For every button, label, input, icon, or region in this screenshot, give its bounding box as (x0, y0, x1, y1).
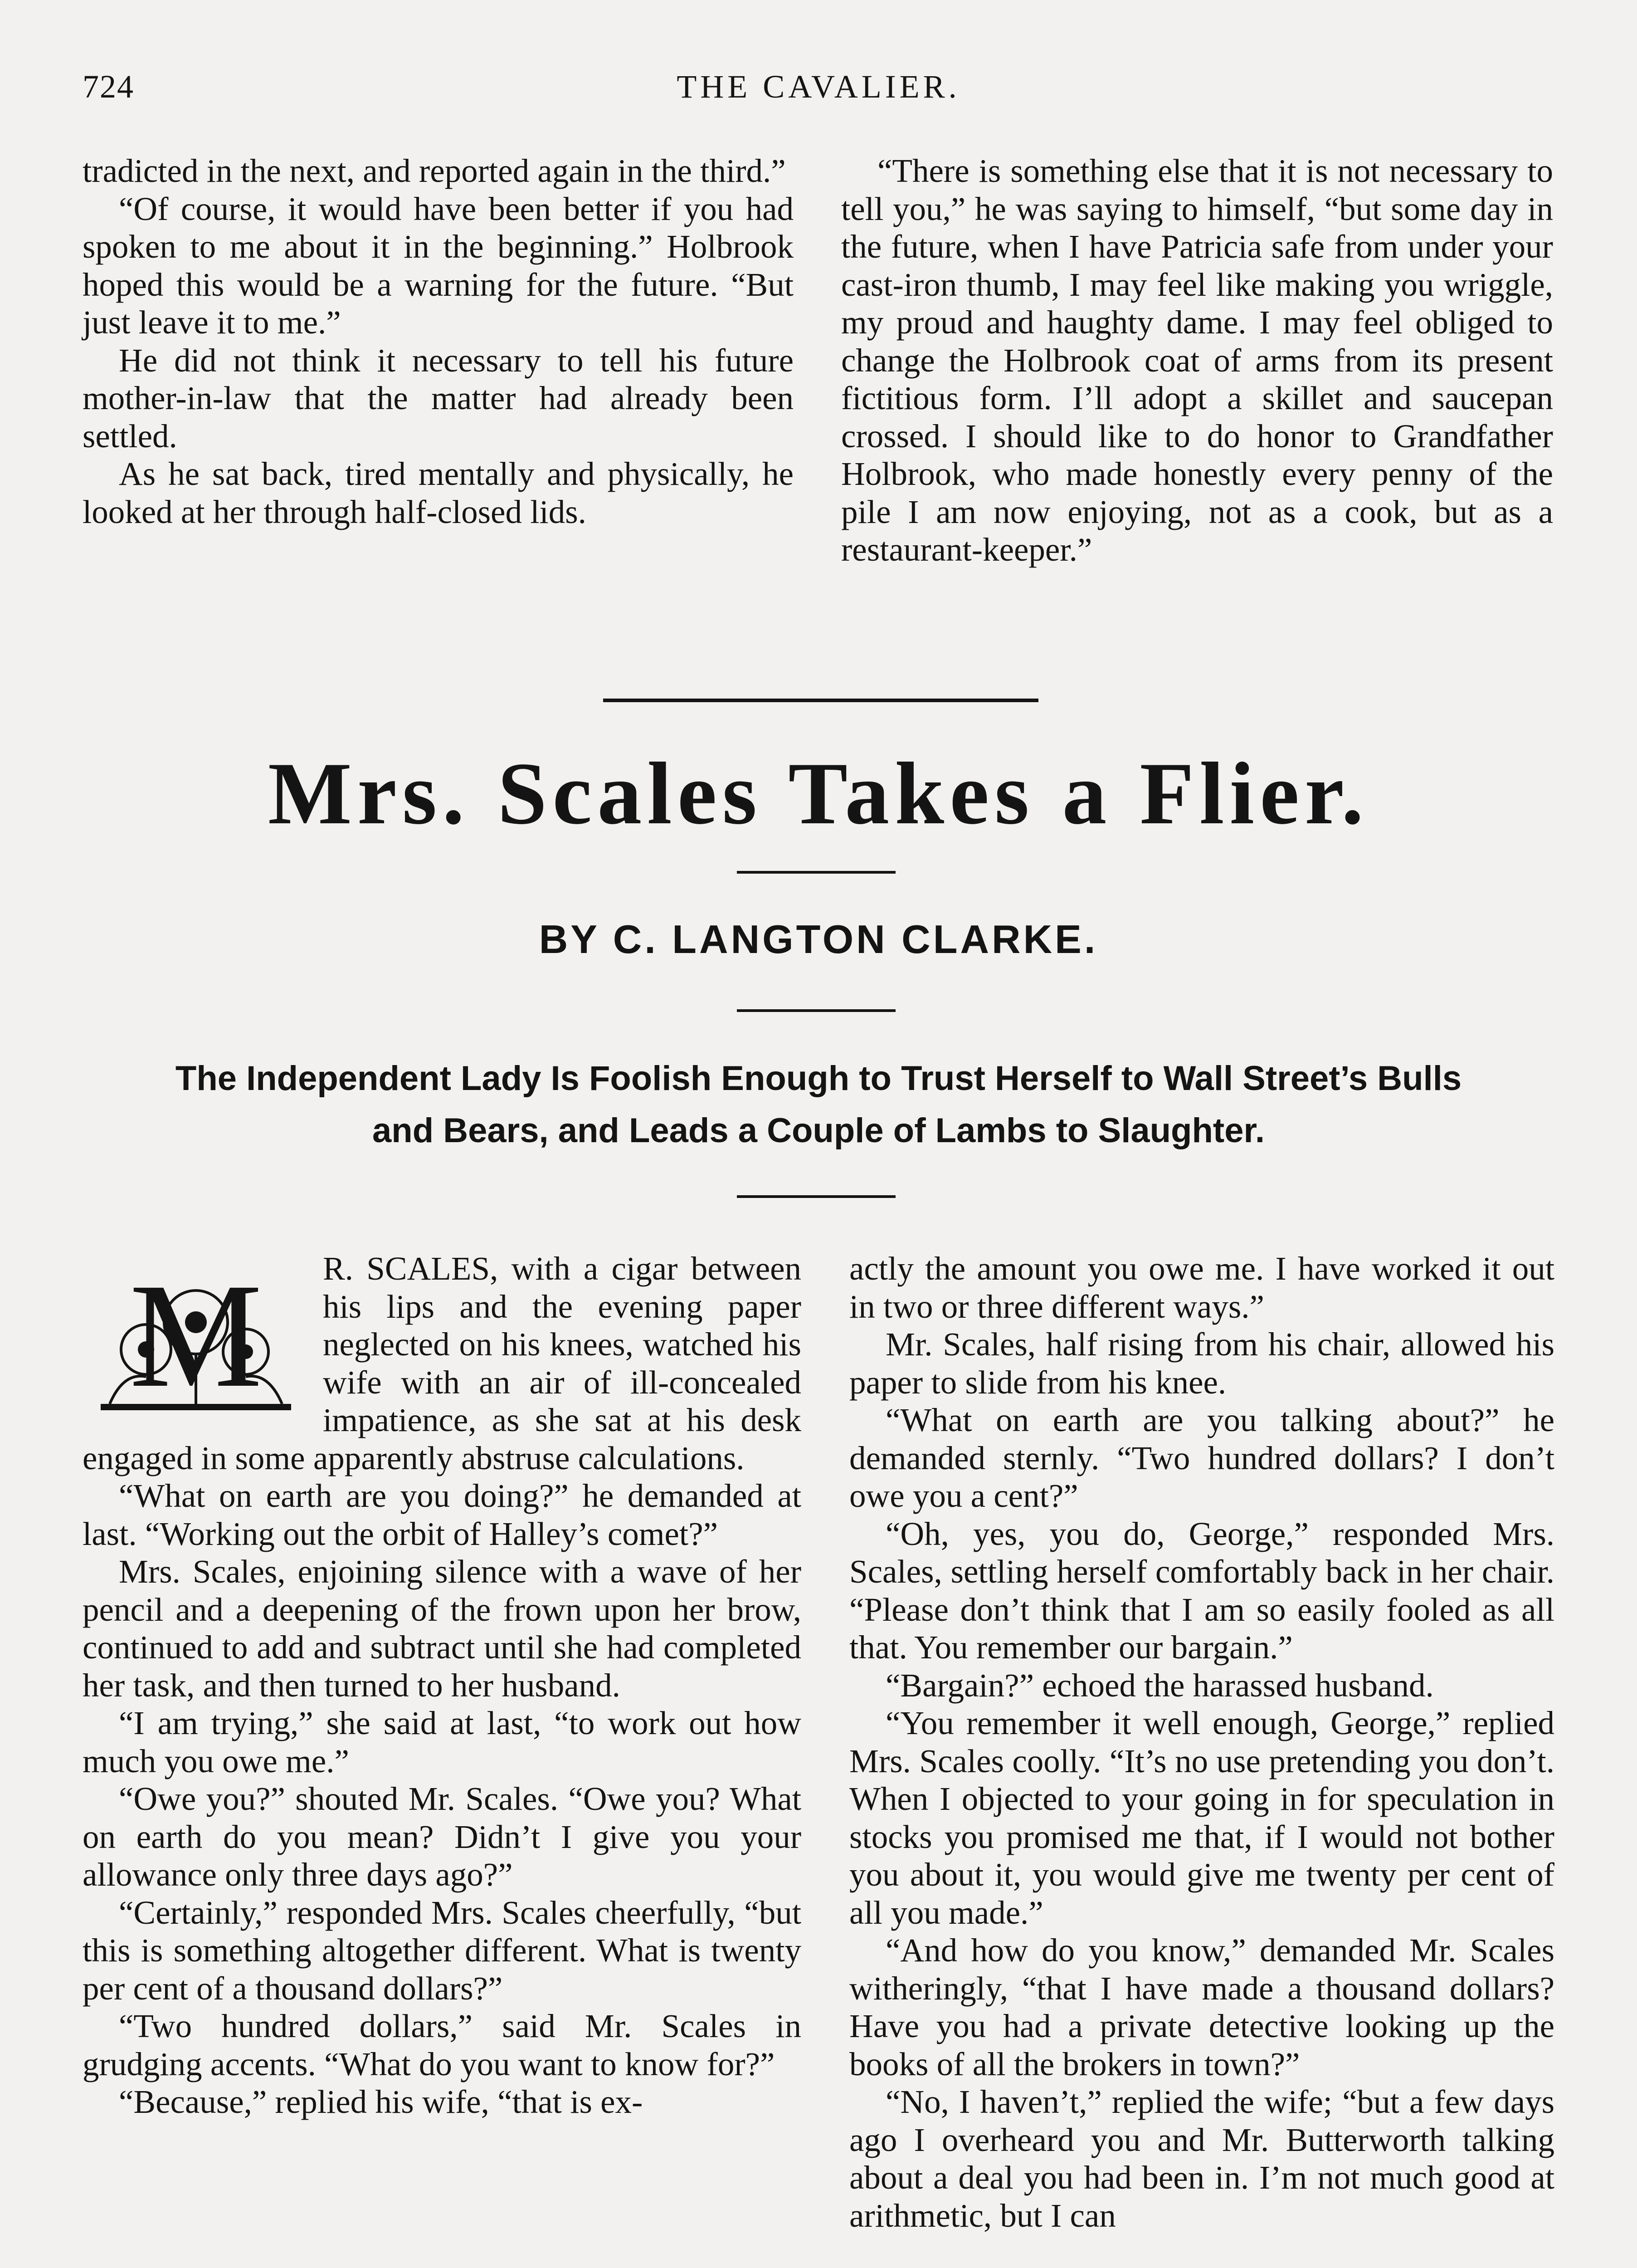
previous-story-right-column (841, 152, 1553, 569)
paragraph-continuation: actly the amount you owe me. I have worked it out in two or three different ways.” (849, 1250, 1554, 1325)
paragraph: “What on earth are you talking about?” he demanded sternly. “Two hundred dollars? I don’t owe you a cent?” (849, 1402, 1554, 1514)
title-rule (737, 871, 896, 874)
paragraph: He did not think it necessary to tell his future mother-in-law that the matter had already been settled. (83, 342, 794, 455)
section-divider (603, 699, 1038, 702)
dropcap-letter: M (129, 1254, 263, 1418)
paragraph: “And how do you know,” demanded Mr. Scales witheringly, “that I have made a thousand dollars? Have you had a private detective looking up the books of all the brokers in town?” (849, 1932, 1554, 2082)
paragraph: As he sat back, tired mentally and physically, he looked at her through half-closed lids. (83, 455, 794, 530)
paragraph: “Of course, it would have been better if you had spoken to me about it in the beginning.” Holbrook hoped this would be a warning for the future. “But just leave it to me.” (83, 190, 794, 341)
paragraph: Mrs. Scales, enjoining silence with a wave of her pencil and a deepening of the frown upon her brow, continued to add and subtract until she had completed her task, and then turned to her husband. (83, 1553, 801, 1704)
paragraph: tradicted in the next, and reported again in the third.” (83, 152, 786, 189)
paragraph: “Because,” replied his wife, “that is ex- (119, 2083, 643, 2120)
paragraph: “Certainly,” responded Mrs. Scales cheerfully, “but this is something altogether different. What is twenty per cent of a thousand dollars?” (83, 1894, 801, 2007)
paragraph: Mr. Scales, half rising from his chair, allowed his paper to slide from his knee. (849, 1326, 1554, 1401)
paragraph: “Oh, yes, you do, George,” responded Mrs. Scales, settling herself comfortably back in her chair. “Please don’t think that I am so easily fooled as all that. You remember our bargain.” (849, 1515, 1554, 1666)
byline: BY C. LANGTON CLARKE. (539, 917, 1098, 962)
paragraph: “No, I haven’t,” replied the wife; “but a few days ago I overheard you and Mr. Butterworth talking about a deal you had been in. I’m not much good at arithmetic, but I can (849, 2083, 1554, 2234)
floral-m-ornament (83, 1254, 309, 1431)
story-title: Mrs. Scales Takes a Flier. (268, 744, 1369, 843)
first-paragraph (83, 1250, 801, 1477)
running-header (83, 68, 1554, 118)
story-right-column (849, 1250, 1554, 2234)
page-number: 724 (83, 68, 134, 105)
byline-rule (737, 1009, 896, 1012)
paragraph: “You remember it well enough, George,” replied Mrs. Scales coolly. “It’s no use pretending you don’t. When I objected to your going in for speculation in stocks you promised me that, if I would not bother you about it, you would give me twenty per cent of all you made.” (849, 1705, 1554, 1931)
deck-rule (737, 1195, 896, 1198)
previous-story-left-column (83, 152, 794, 531)
paragraph: “What on earth are you doing?” he demanded at last. “Working out the orbit of Halley’s comet?” (83, 1477, 801, 1552)
paragraph: “There is something else that it is not necessary to tell you,” he was saying to himself, “but some day in the future, when I have Patricia safe from under your cast-iron thumb, I may feel like making you wriggle, my proud and haughty dame. I may feel obliged to change the Holbrook coat of arms from its present fictitious form. I’ll adopt a skillet and saucepan crossed. I should like to do honor to Grandfather Holbrook, who made honestly every penny of the pile I am now enjoying, not as a cook, but as a restaurant-keeper.” (841, 152, 1553, 568)
paragraph: “Owe you?” shouted Mr. Scales. “Owe you? What on earth do you mean? Didn’t I give you your allowance only three days ago?” (83, 1780, 801, 1893)
paragraph: “Bargain?” echoed the harassed husband. (886, 1667, 1434, 1704)
dropcap-ornament (83, 1254, 309, 1431)
paragraph: “I am trying,” she said at last, “to work out how much you owe me.” (83, 1705, 801, 1779)
magazine-title: THE CAVALIER. (677, 68, 960, 105)
story-left-column (83, 1250, 801, 2121)
story-deck: The Independent Lady Is Foolish Enough to Trust Herself to Wall Street’s Bulls and Bears, and Leads a Couple of Lambs to Slaughter. (175, 1059, 1462, 1150)
first-paragraph-text: R. SCALES, with a cigar between his lips and the evening paper neglected on his knees, watched his wife with an air of ill-concealed impatience, as she sat at his desk engaged in some apparently abstruse calculations. (83, 1250, 801, 1476)
paragraph: “Two hundred dollars,” said Mr. Scales in grudging accents. “What do you want to know for?” (83, 2008, 801, 2082)
